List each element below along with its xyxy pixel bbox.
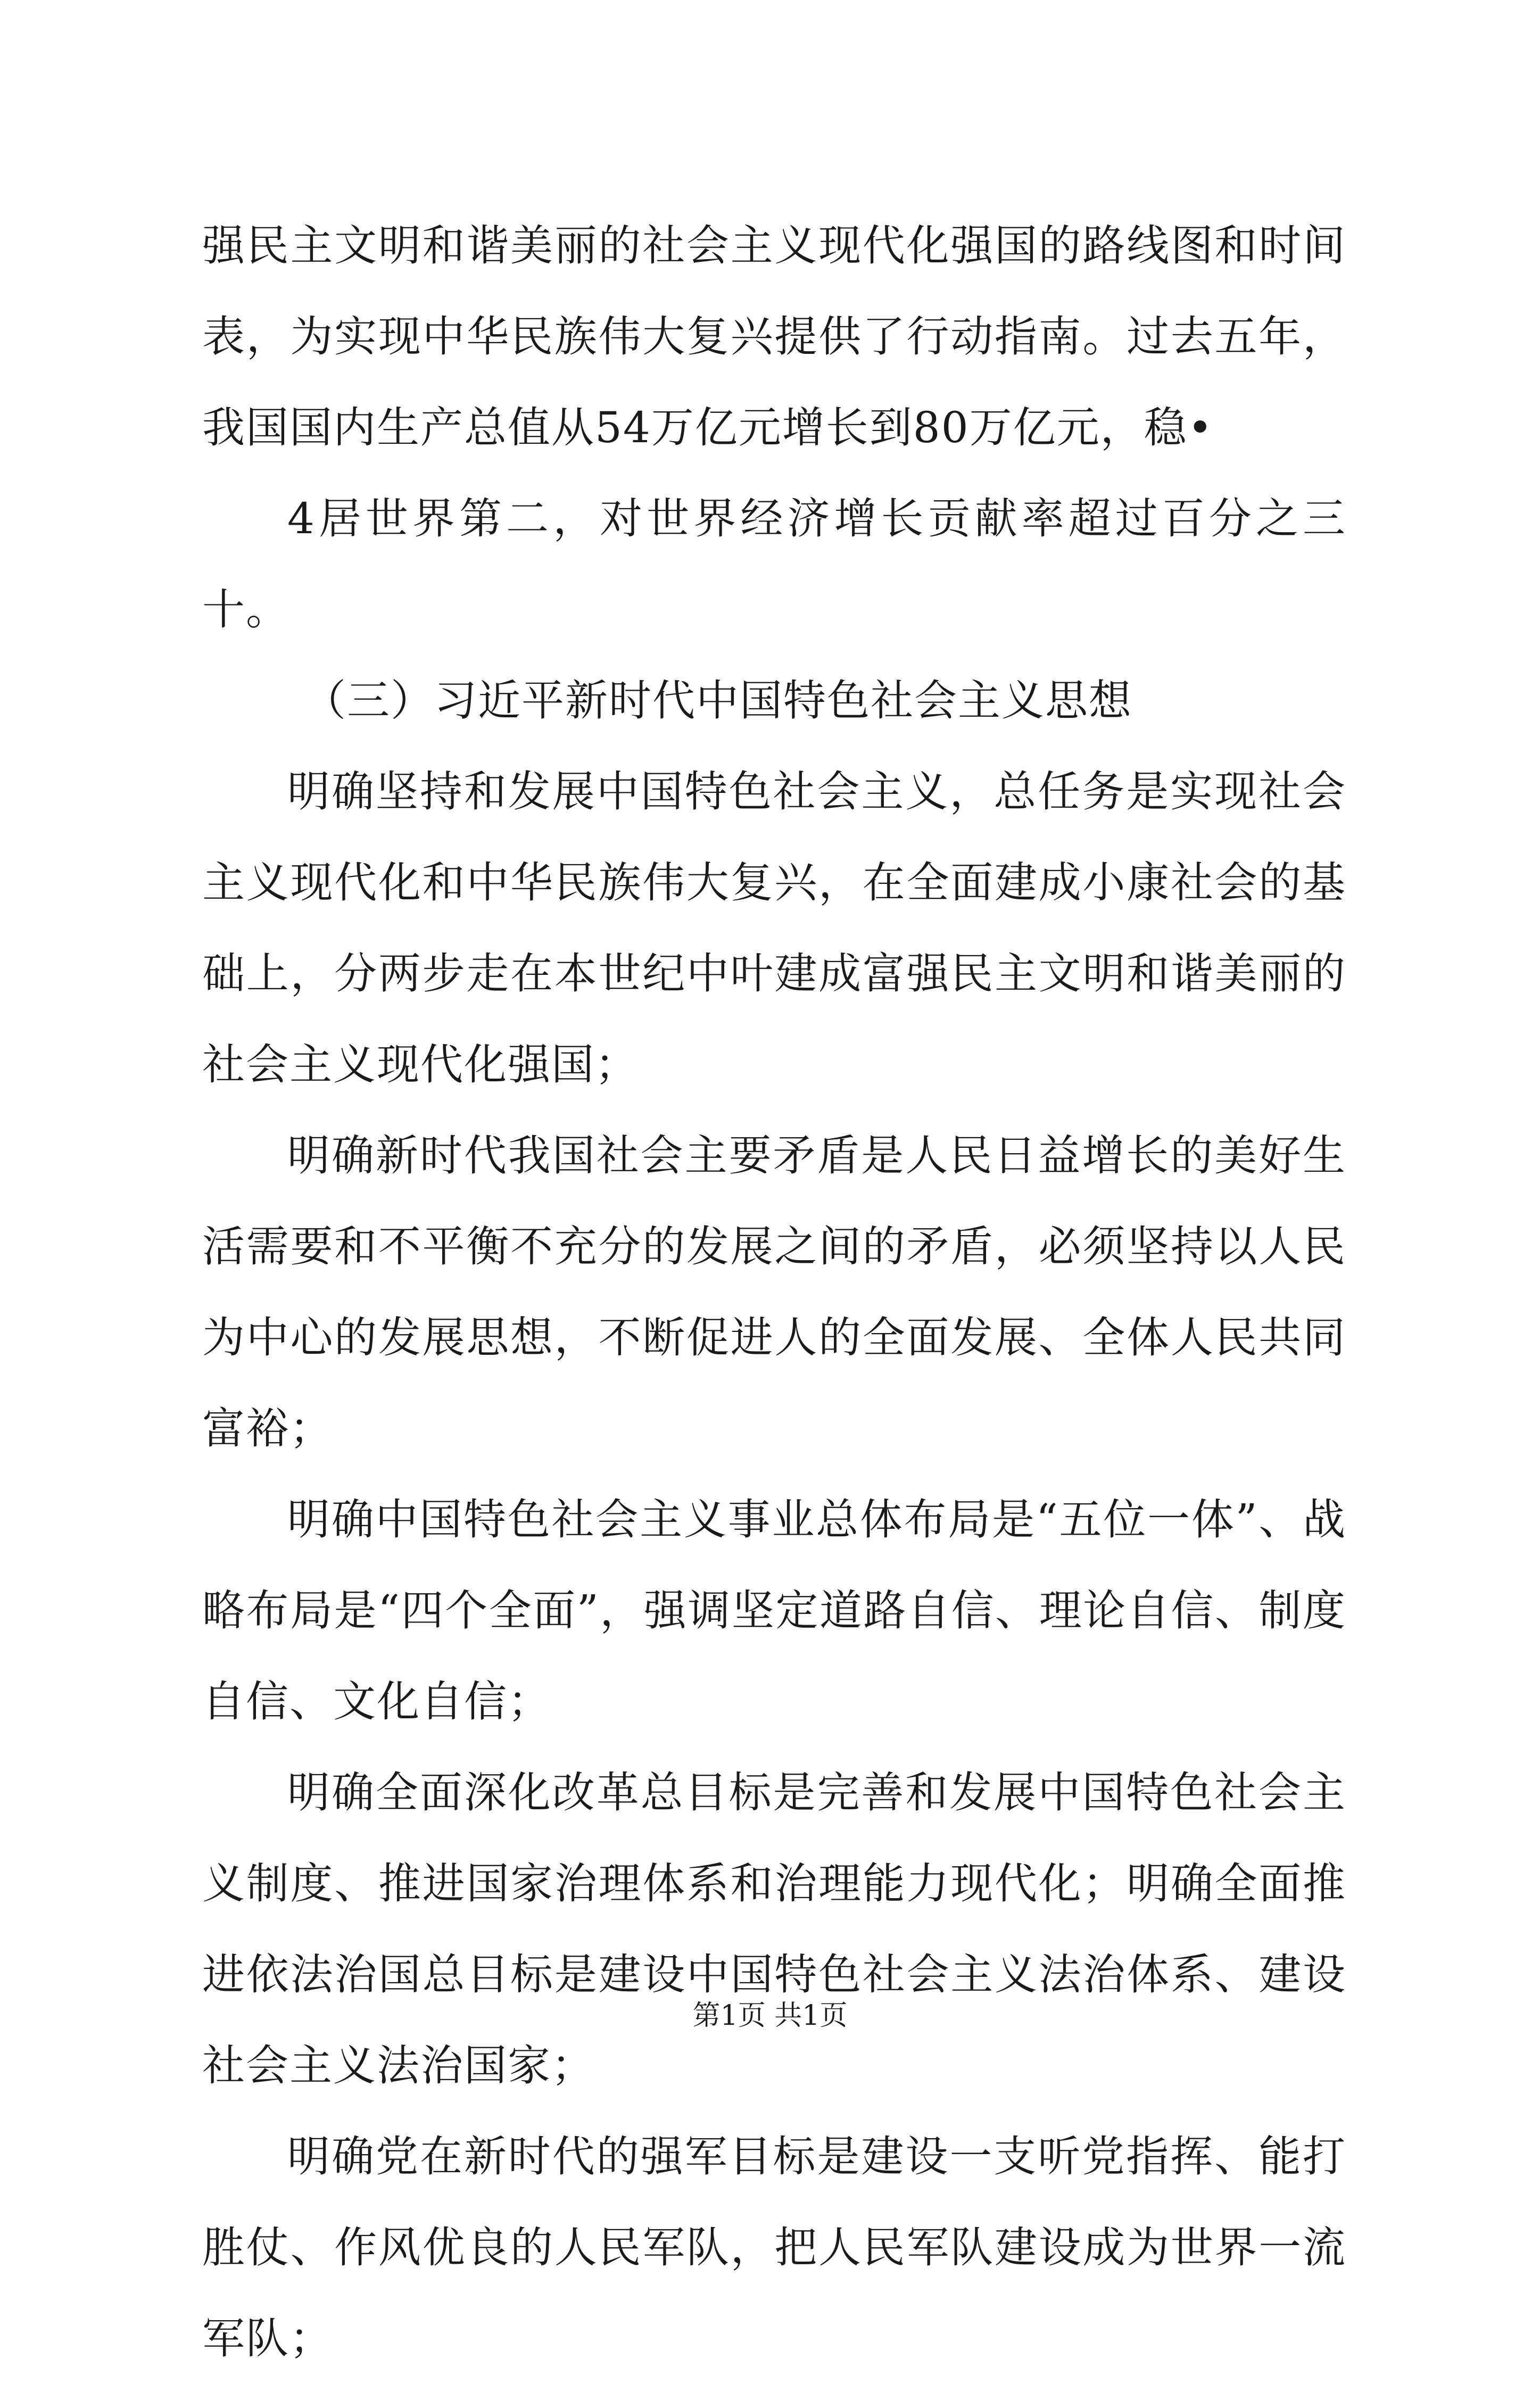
- paragraph-item: 明确党在新时代的强军目标是建设一支听党指挥、能打胜仗、作风优良的人民军队，把人民军队建设成为世界一流军队；: [202, 2132, 1346, 2363]
- paragraph-item: 明确中国特色社会主义事业总体布局是“五位一体”、战略布局是“四个全面”，强调坚定道路自信、理论自信、制度自信、文化自信；: [202, 1495, 1346, 1726]
- paragraph-item: 明确新时代我国社会主要矛盾是人民日益增长的美好生活需要和不平衡不充分的发展之间的矛盾，必须坚持以人民为中心的发展思想，不断促进人的全面发展、全体人民共同富裕；: [202, 1131, 1346, 1453]
- section-heading: （三）习近平新时代中国特色社会主义思想: [303, 676, 1132, 725]
- paragraph-item: 明确坚持和发展中国特色社会主义，总任务是实现社会主义现代化和中华民族伟大复兴，在全面建成小康社会的基础上，分两步走在本世纪中叶建成富强民主文明和谐美丽的社会主义现代化强国；: [202, 767, 1346, 1089]
- page-footer: 第1页 共1页: [692, 2000, 848, 2032]
- paragraph-gdp-rank: 4居世界第二，对世界经济增长贡献率超过百分之三十。: [202, 494, 1346, 634]
- document-body: [202, 200, 1346, 2384]
- paragraph-continuation: 强民主文明和谐美丽的社会主义现代化强国的路线图和时间表，为实现中华民族伟大复兴提供了行动指南。过去五年，我国国内生产总值从54万亿元增长到80万亿元，稳•: [202, 221, 1346, 452]
- paragraph-item: 明确全面深化改革总目标是完善和发展中国特色社会主义制度、推进国家治理体系和治理能力现代化；明确全面推进依法治国总目标是建设中国特色社会主义法治体系、建设社会主义法治国家；: [202, 1768, 1346, 2090]
